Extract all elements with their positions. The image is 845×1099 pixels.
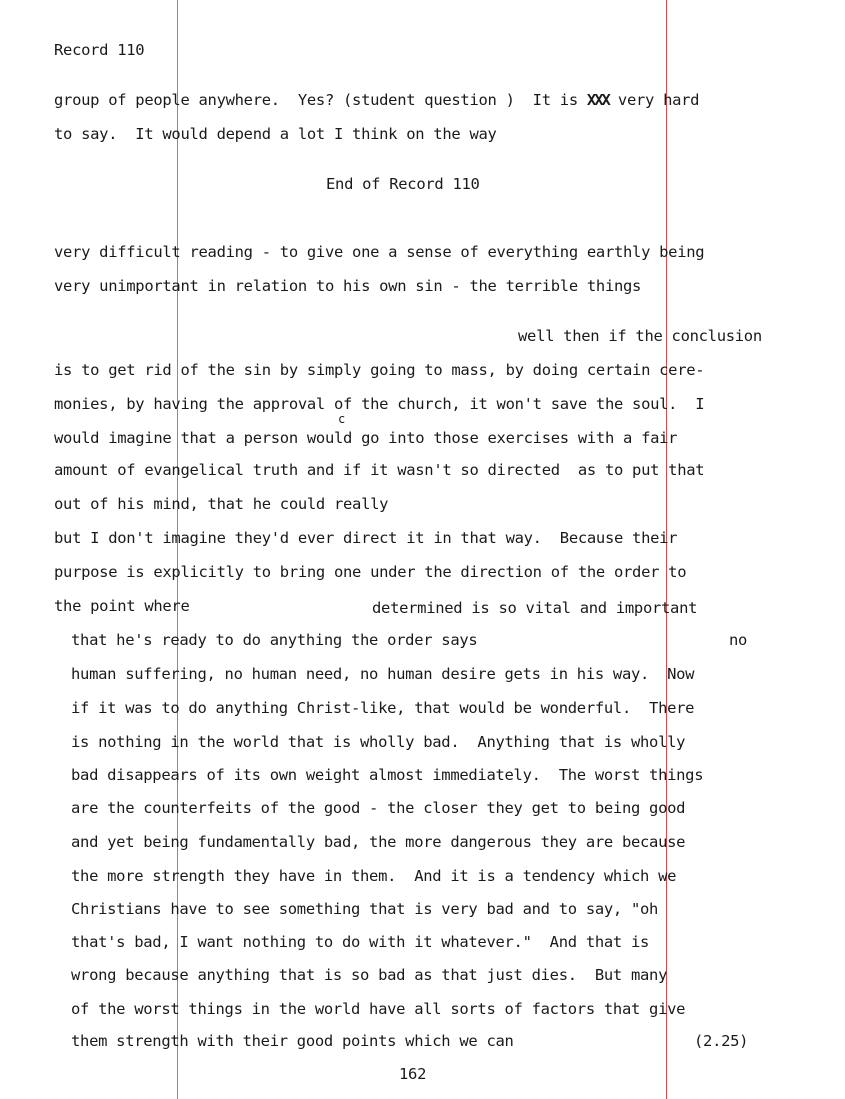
text-line: to say. It would depend a lot I think on the way xyxy=(54,125,497,143)
text-line: of the worst things in the world have all sorts of factors that give xyxy=(71,1000,686,1018)
text-line: bad disappears of its own weight almost immediately. The worst things xyxy=(71,766,704,784)
text-line: monies, by having the approval of the church, it won't save the soul. I xyxy=(54,395,705,413)
text-line: well then if the conclusion xyxy=(518,327,762,345)
text-line: is to get rid of the sin by simply going to mass, by doing certain cere- xyxy=(54,361,705,379)
text-line: Christians have to see something that is very bad and to say, "oh xyxy=(71,900,659,918)
text-line: amount of evangelical truth and if it wasn't so directed as to put that xyxy=(54,461,705,479)
struck-text: XXX xyxy=(586,91,609,109)
text-line: is nothing in the world that is wholly bad. Anything that is wholly xyxy=(71,733,686,751)
text-line: purpose is explicitly to bring one under the direction of the order to xyxy=(54,563,687,581)
text-line: if it was to do anything Christ-like, that would be wonderful. There xyxy=(71,699,695,717)
handwritten-correction: c xyxy=(338,412,346,426)
text-line: the point where xyxy=(54,597,190,615)
text-line: the more strength they have in them. And it is a tendency which we xyxy=(71,867,677,885)
text-line: them strength with their good points which we can xyxy=(71,1032,514,1050)
page-number: 162 xyxy=(399,1065,427,1083)
text-line: would imagine that a person would go into those exercises with a fair xyxy=(54,429,678,447)
text-line: that he's ready to do anything the order says xyxy=(71,631,478,649)
text-line: wrong because anything that is so bad as that just dies. But many xyxy=(71,966,668,984)
text-line: (2.25) xyxy=(694,1032,749,1050)
text-line: no xyxy=(729,631,748,649)
text-line: are the counterfeits of the good - the closer they get to being good xyxy=(71,799,686,817)
text-line: very unimportant in relation to his own sin - the terrible things xyxy=(54,277,642,295)
text-line: but I don't imagine they'd ever direct it in that way. Because their xyxy=(54,529,678,547)
text-line: and yet being fundamentally bad, the more dangerous they are because xyxy=(71,833,686,851)
text-line: that's bad, I want nothing to do with it whatever." And that is xyxy=(71,933,650,951)
text-line: out of his mind, that he could really xyxy=(54,495,389,513)
text-line: human suffering, no human need, no human desire gets in his way. Now xyxy=(71,665,695,683)
text-line: group of people anywhere. Yes? (student question ) It is XXX very hard xyxy=(54,91,700,109)
text-line: determined is so vital and important xyxy=(372,599,698,617)
end-marker: End of Record 110 xyxy=(326,175,480,193)
text-line: very difficult reading - to give one a sense of everything earthly being xyxy=(54,243,705,261)
record-header: Record 110 xyxy=(54,41,145,59)
margin-rule xyxy=(666,0,667,1099)
